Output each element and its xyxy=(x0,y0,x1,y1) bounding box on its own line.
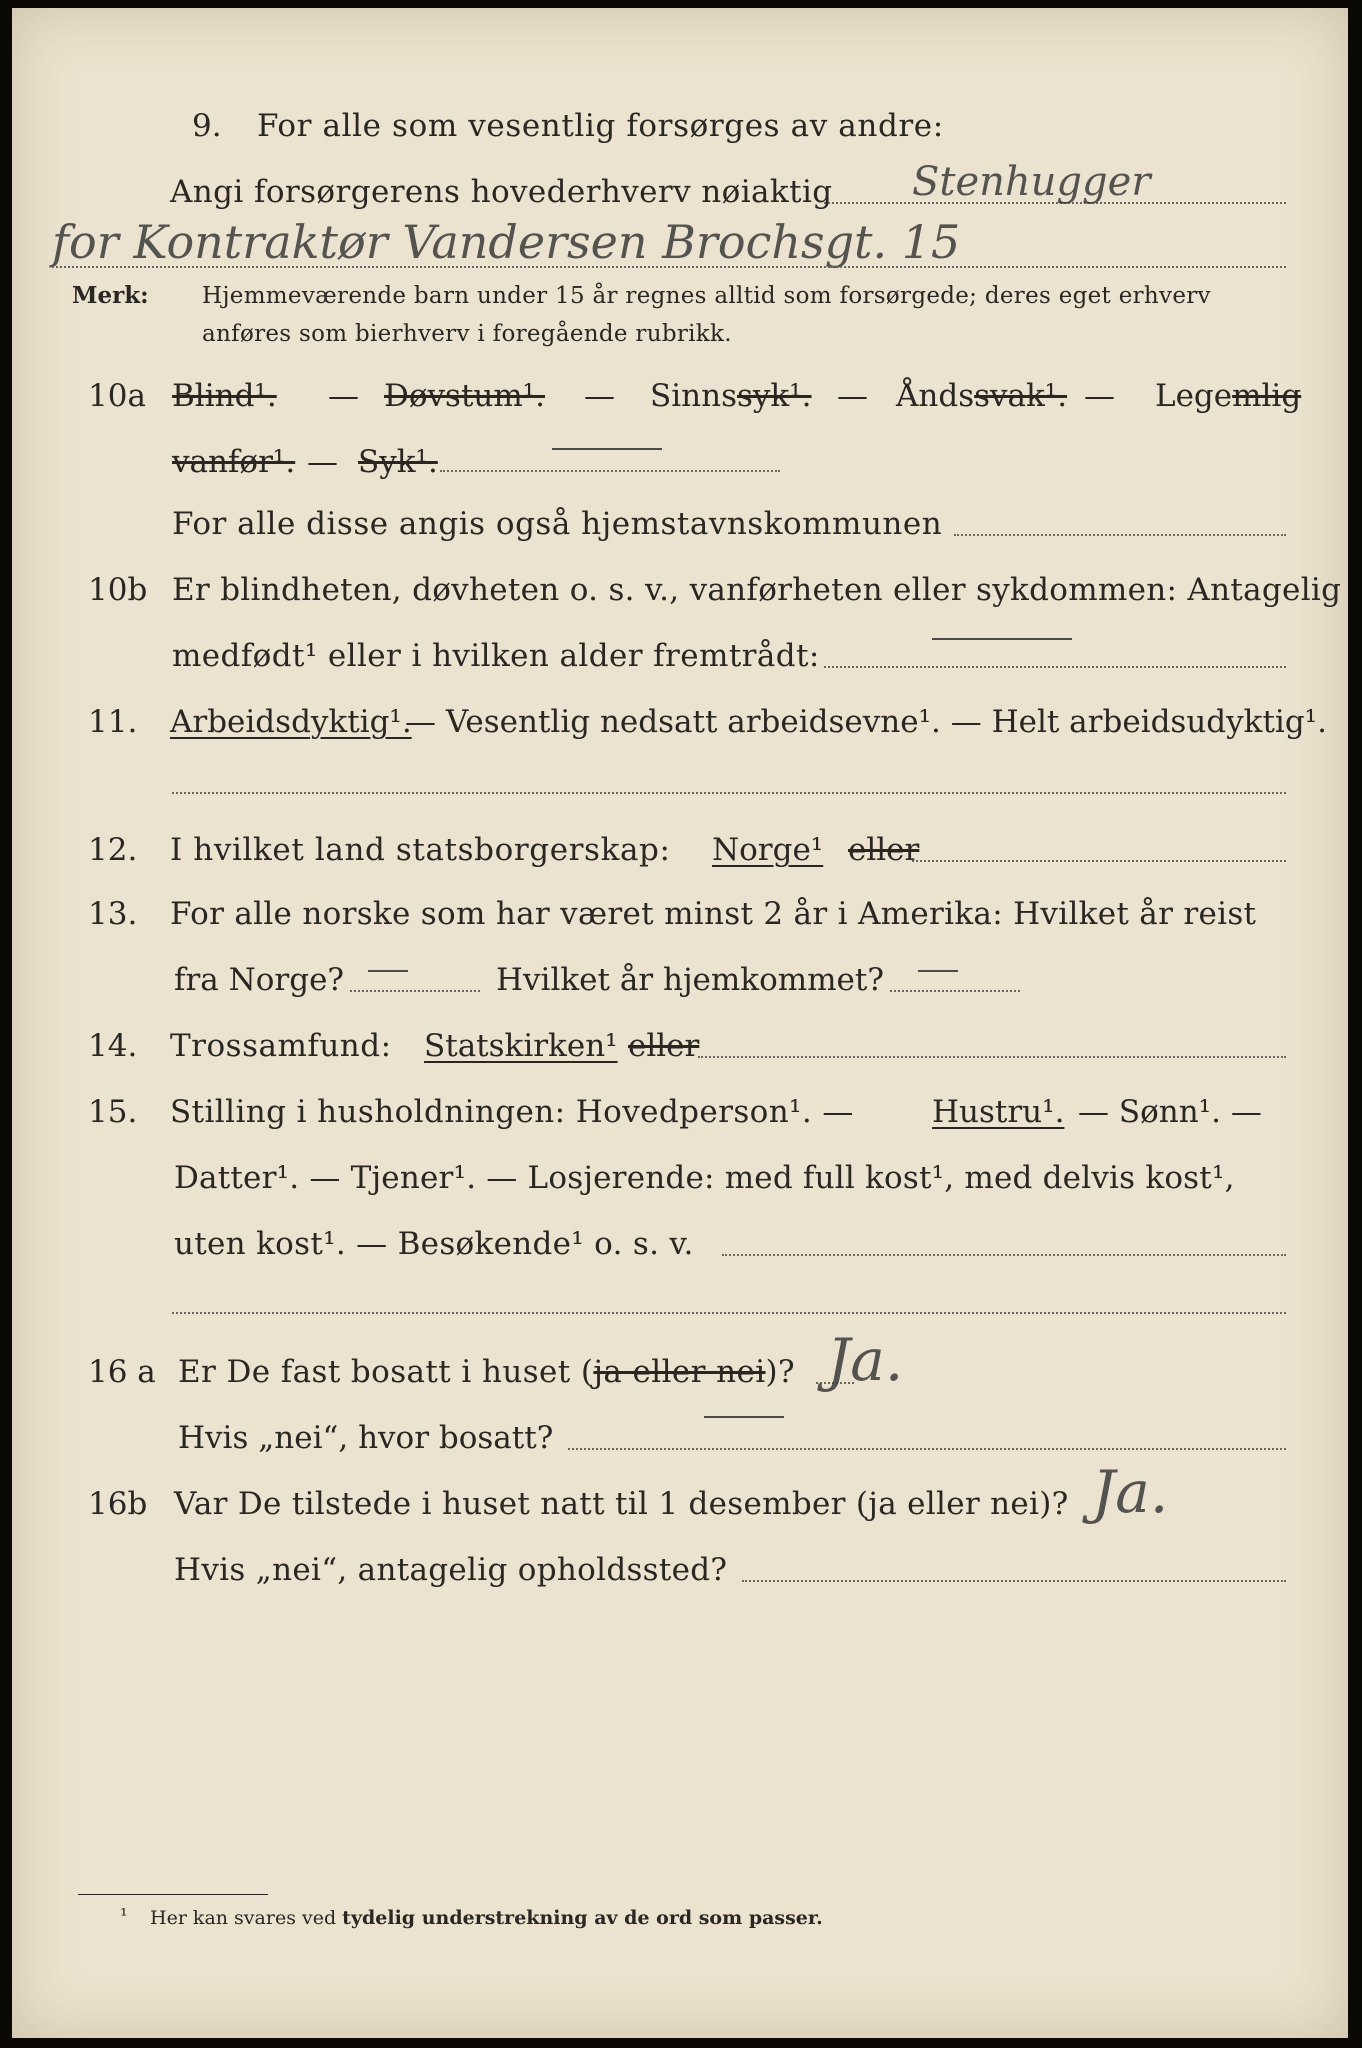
q15-line-1b: — Sønn¹. — xyxy=(1078,1094,1262,1130)
q16a-line-1: Er De fast bosatt i huset (ja eller nei)? xyxy=(178,1354,796,1390)
q10a-dash-3: — xyxy=(837,378,868,414)
q16b-line-2: Hvis „nei“, antagelig opholdssted? xyxy=(174,1552,728,1588)
q10a-dash-2: — xyxy=(584,378,615,414)
q16a-bosatt-dash xyxy=(704,1416,784,1418)
q16a-line-2: Hvis „nei“, hvor bosatt? xyxy=(178,1420,554,1456)
q10a-blind: Blind¹. xyxy=(172,378,277,414)
q13-reist: fra Norge? xyxy=(174,962,345,998)
q15-line-2: Datter¹. — Tjener¹. — Losjerende: med full kost¹, med delvis kost¹, xyxy=(174,1160,1235,1196)
q15-line xyxy=(722,1254,1286,1256)
q15-number: 15. xyxy=(88,1094,138,1130)
q15-line-1a: Stilling i husholdningen: Hovedperson¹. — xyxy=(170,1094,854,1130)
q13-hjemkommet: Hvilket år hjemkommet? xyxy=(496,962,884,998)
q13-reist-dash xyxy=(368,970,408,972)
census-form-page xyxy=(12,8,1348,2038)
q10a-dash-4: — xyxy=(1084,378,1115,414)
q10a-dovstum: Døvstum¹. xyxy=(384,378,546,414)
q10b-number: 10b xyxy=(88,572,148,608)
merk-line-1: Hjemmeværende barn under 15 år regnes alltid som forsørgede; deres eget erhverv xyxy=(202,283,1211,309)
q10b-dash xyxy=(932,638,1072,640)
q11-arbeidsdyktig: Arbeidsdyktig¹. xyxy=(170,704,412,740)
q14-number: 14. xyxy=(88,1028,138,1064)
q16b-opholdssted-line xyxy=(742,1580,1286,1582)
merk-label: Merk: xyxy=(72,282,149,309)
footnote-rule xyxy=(78,1894,268,1895)
q11-rest: — Vesentlig nedsatt arbeidsevne¹. — Helt arbeidsudyktig¹. xyxy=(405,704,1327,740)
q15-line-2-dots xyxy=(172,1312,1286,1314)
q16a-bosatt-line xyxy=(568,1448,1286,1450)
q11-line xyxy=(172,792,1286,794)
q10a-sinns: Sinnssyk¹. xyxy=(650,378,812,414)
q10a-syk: Syk¹. xyxy=(358,444,438,480)
q9-label: Angi forsørgerens hovederhverv nøiaktig xyxy=(170,174,833,210)
q16a-number: 16 a xyxy=(88,1354,156,1390)
footnote-mark: ¹ xyxy=(120,1905,128,1927)
q10a-hjemstavn-line xyxy=(954,534,1286,536)
q12-norge: Norge¹ xyxy=(712,832,824,868)
q14-label: Trossamfund: xyxy=(170,1028,392,1064)
q9-title: For alle som vesentlig forsørges av andre: xyxy=(257,108,944,144)
q16b-number: 16b xyxy=(88,1486,148,1522)
q13-number: 13. xyxy=(88,896,138,932)
q16b-handwritten-answer: Ja. xyxy=(1092,1458,1169,1526)
q10a-line-3: For alle disse angis også hjemstavnskommunen xyxy=(172,506,943,542)
merk-line-2: anføres som bierhverv i foregående rubrikk. xyxy=(202,321,732,347)
q10b-line xyxy=(824,666,1286,668)
q12-eller: eller xyxy=(848,832,920,868)
q10a-aands: Åndssvak¹. xyxy=(896,378,1068,414)
footnote-text: Her kan svares ved tydelig understrekning av de ord som passer. xyxy=(150,1907,823,1929)
q11-number: 11. xyxy=(88,704,138,740)
q14-line xyxy=(698,1056,1286,1058)
q10a-syk-line xyxy=(440,470,780,472)
q16a-handwritten-answer: Ja. xyxy=(827,1326,904,1394)
q14-statskirken: Statskirken¹ xyxy=(424,1028,618,1064)
q10a-dash-1: — xyxy=(328,378,359,414)
q10a-dash-5: — xyxy=(307,444,338,480)
q10b-line-1: Er blindheten, døvheten o. s. v., vanførheten eller sykdommen: Antagelig xyxy=(172,572,1342,608)
q10a-vanfor: vanfør¹. xyxy=(172,444,296,480)
q9-handwritten-occupation: Stenhugger xyxy=(912,159,1151,205)
q14-eller: eller xyxy=(628,1028,700,1064)
q16b-line-1: Var De tilstede i huset natt til 1 desember (ja eller nei)? xyxy=(174,1486,1069,1522)
q9-answer-line-2 xyxy=(52,266,1286,268)
q10a-syk-dash xyxy=(552,448,662,450)
q10a-lege: Legemlig xyxy=(1155,378,1302,414)
q12-line xyxy=(912,860,1286,862)
q9-number: 9. xyxy=(192,108,222,144)
q9-handwritten-employer: for Kontraktør Vandersen Brochsgt. 15 xyxy=(52,215,961,269)
q13-hjemkommet-dash xyxy=(918,970,958,972)
q10a-number: 10a xyxy=(88,378,146,414)
q13-reist-line xyxy=(350,990,480,992)
q10b-line-2: medfødt¹ eller i hvilken alder fremtrådt: xyxy=(172,638,820,674)
q13-hjemkommet-line xyxy=(890,990,1020,992)
q15-hustru: Hustru¹. xyxy=(932,1094,1065,1130)
q15-line-3: uten kost¹. — Besøkende¹ o. s. v. xyxy=(174,1226,694,1262)
q12-label: I hvilket land statsborgerskap: xyxy=(170,832,671,868)
q12-number: 12. xyxy=(88,832,138,868)
q13-line-1: For alle norske som har været minst 2 år i Amerika: Hvilket år reist xyxy=(170,896,1257,932)
